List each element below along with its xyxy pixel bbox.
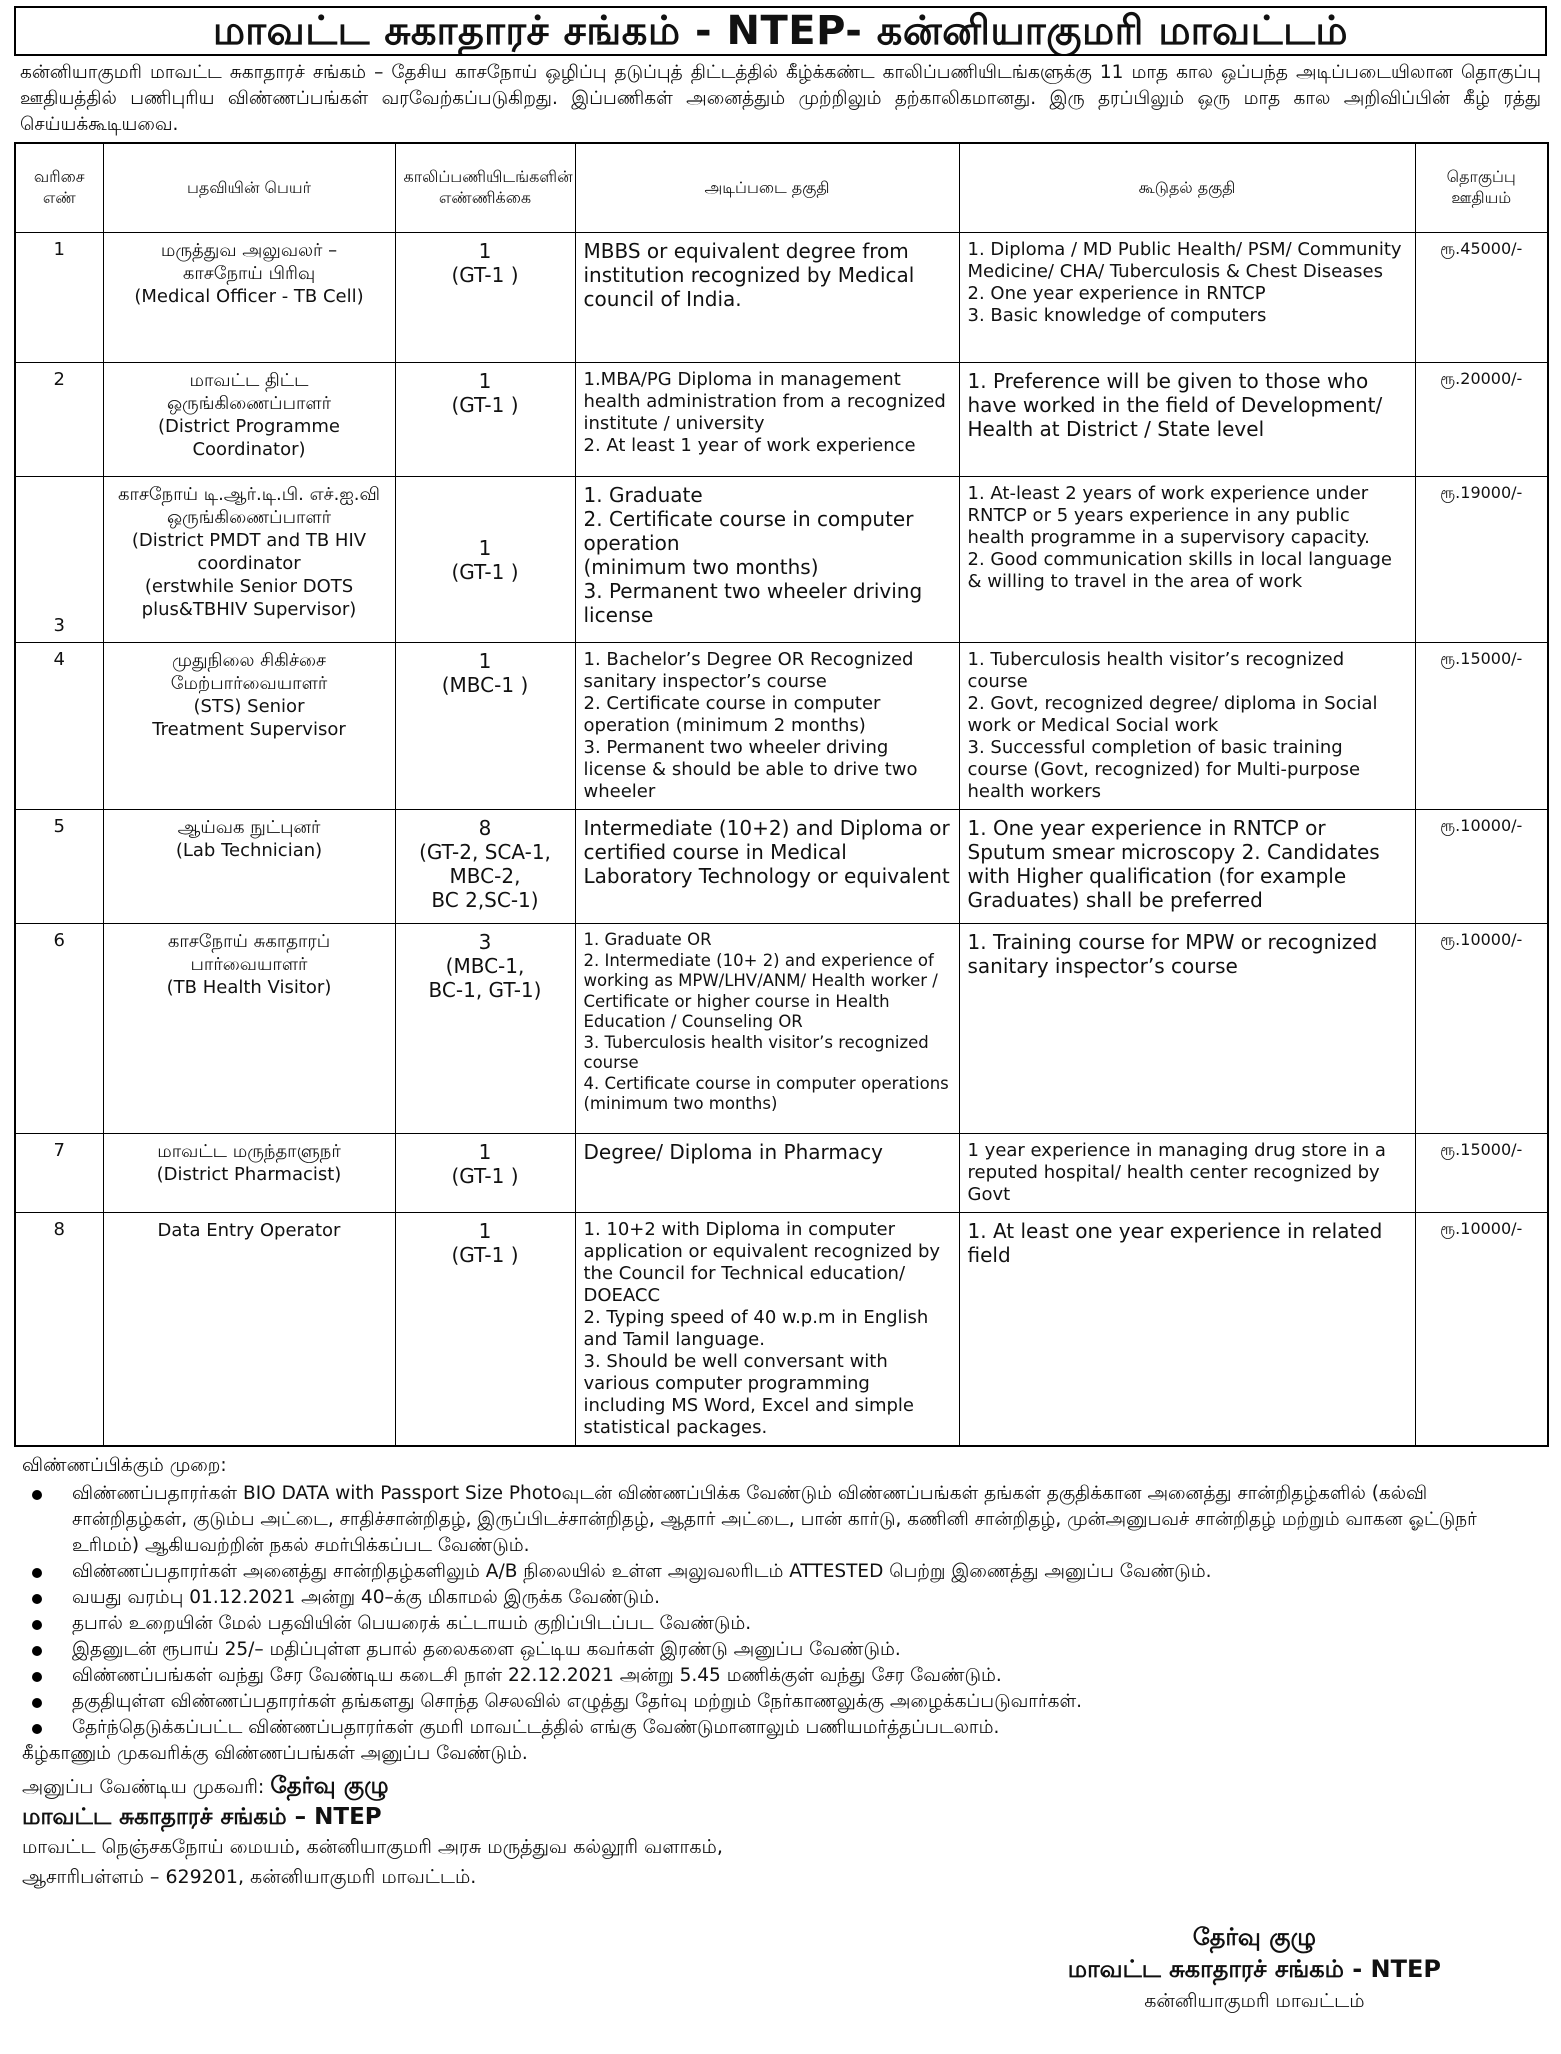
table-row: [15, 477, 1548, 643]
header-additional-qualification: கூடுதல் தகுதி: [959, 143, 1415, 233]
row-vacancies: 3 (MBC-1, BC-1, GT-1): [395, 924, 575, 1134]
header-sno: வரிசை எண்: [15, 143, 103, 233]
row-additional: 1. At least one year experience in related field: [959, 1213, 1415, 1447]
row-vacancies: 1 (MBC-1 ): [395, 643, 575, 810]
list-item: தேர்ந்தெடுக்கப்பட்ட விண்ணப்பதாரர்கள் குமரி மாவட்டத்தில் எங்கு வேண்டுமானாலும் பணியமர்த்தப்படலாம்.: [22, 1715, 1539, 1741]
row-post: காசநோய் சுகாதாரப் பார்வையாளர் (TB Health Visitor): [103, 924, 395, 1134]
row-vacancies: 1 (GT-1 ): [395, 233, 575, 363]
header-vacancies: காலிப்பணியிடங்களின் எண்ணிக்கை: [395, 143, 575, 233]
row-post: மருத்துவ அலுவலர் – காசநோய் பிரிவு (Medical Officer - TB Cell): [103, 233, 395, 363]
row-post: Data Entry Operator: [103, 1213, 395, 1447]
signature-org: மாவட்ட சுகாதாரச் சங்கம் - NTEP: [1067, 1955, 1441, 1983]
row-additional: 1. Preference will be given to those who have worked in the field of Development/ Health at District / State level: [959, 363, 1415, 477]
row-salary: ரூ.19000/-: [1415, 477, 1548, 643]
row-salary: ரூ.10000/-: [1415, 924, 1548, 1134]
intro-paragraph: கன்னியாகுமரி மாவட்ட சுகாதாரச் சங்கம் – தேசிய காசநோய் ஒழிப்பு தடுப்புத் திட்டத்தில் கீழ்க்கண்ட காலிப்பணியிடங்களுக்கு 11 மாத கால ஒப்பந்த அடிப்படையிலான தொகுப்பு ஊதியத்தில் பணிபுரிய விண்ணப்பங்கள் வரவேற்கப்படுகிறது. இப்பணிகள் அனைத்தும் முற்றிலும் தற்காலிகமானது. இரு தரப்பிலும் ஒரு மாத கால அறிவிப்பின் கீழ் ரத்து செய்யக்கூடியவை.: [20, 62, 1541, 135]
row-sno: 2: [15, 363, 103, 477]
address-line1: மாவட்ட நெஞ்சகநோய் மையம், கன்னியாகுமரி அரசு மருத்துவ கல்லூரி வளாகம்,: [22, 1836, 723, 1858]
application-method: [14, 1447, 1547, 1767]
list-item: விண்ணப்பங்கள் வந்து சேர வேண்டிய கடைசி நாள் 22.12.2021 அன்று 5.45 மணிக்குள் வந்து சேர வேண்டும்.: [22, 1663, 1539, 1689]
table-row: [15, 810, 1548, 924]
row-basic: 1. Bachelor’s Degree OR Recognized sanitary inspector’s course 2. Certificate course in computer operation (minimum 2 months) 3. Permanent two wheeler driving license & should be able to drive two wheeler: [575, 643, 959, 810]
row-salary: ரூ.15000/-: [1415, 1134, 1548, 1213]
address-line2: ஆசாரிபள்ளம் – 629201, கன்னியாகுமரி மாவட்டம்.: [22, 1866, 477, 1888]
address-label: அனுப்ப வேண்டிய முகவரி:: [22, 1776, 265, 1798]
row-sno: 3: [15, 477, 103, 643]
row-additional: 1. Training course for MPW or recognized sanitary inspector’s course: [959, 924, 1415, 1134]
list-item: இதனுடன் ரூபாய் 25/– மதிப்புள்ள தபால் தலைகளை ஒட்டிய கவர்கள் இரண்டு அனுப்ப வேண்டும்.: [22, 1637, 1539, 1663]
notice-title: மாவட்ட சுகாதாரச் சங்கம் - NTEP- கன்னியாகுமரி மாவட்டம்: [14, 6, 1547, 56]
list-item: விண்ணப்பதாரர்கள் BIO DATA with Passport Size Photoவுடன் விண்ணப்பிக்க வேண்டும் விண்ணப்பங்கள் தங்கள் தகுதிக்கான அனைத்து சான்றிதழ்களில் (கல்வி சான்றிதழ்கள், குடும்ப அட்டை, சாதிச்சான்றிதழ், இருப்பிடச்சான்றிதழ், ஆதார் அட்டை, பான் கார்டு, கணினி சான்றிதழ், முன்அனுபவச் சான்றிதழ் மற்றும் வாகன ஓட்டுநர் உரிமம்) ஆகியவற்றின் நகல் சமர்பிக்கப்பட வேண்டும்.: [22, 1481, 1539, 1559]
row-sno: 4: [15, 643, 103, 810]
address-block: [14, 1767, 1547, 1892]
table-row: [15, 233, 1548, 363]
row-additional: 1. Diploma / MD Public Health/ PSM/ Community Medicine/ CHA/ Tuberculosis & Chest Diseases 2. One year experience in RNTCP 3. Basic knowledge of computers: [959, 233, 1415, 363]
row-vacancies: 1 (GT-1 ): [395, 1134, 575, 1213]
list-item: தகுதியுள்ள விண்ணப்பதாரர்கள் தங்களது சொந்த செலவில் எழுத்து தேர்வு மற்றும் நேர்காணலுக்கு அழைக்கப்படுவார்கள்.: [22, 1689, 1539, 1715]
row-sno: 6: [15, 924, 103, 1134]
signature-committee: தேர்வு குழு: [1192, 1923, 1317, 1951]
row-post: மாவட்ட திட்ட ஒருங்கிணைப்பாளர் (District Programme Coordinator): [103, 363, 395, 477]
table-row: [15, 363, 1548, 477]
vacancy-table: [14, 142, 1549, 1447]
row-vacancies: 8 (GT-2, SCA-1, MBC-2, BC 2,SC-1): [395, 810, 575, 924]
row-additional: 1. Tuberculosis health visitor’s recognized course 2. Govt, recognized degree/ diploma in Social work or Medical Social work 3. Successful completion of basic training course (Govt, recognized) for Multi-purpose health workers: [959, 643, 1415, 810]
table-row: [15, 1213, 1548, 1447]
header-post: பதவியின் பெயர்: [103, 143, 395, 233]
row-post: காசநோய் டி.ஆர்.டி.பி. எச்.ஐ.வி ஒருங்கிணைப்பாளர் (District PMDT and TB HIV coordinator (erstwhile Senior DOTS plus&TBHIV Supervisor): [103, 477, 395, 643]
row-basic: 1. 10+2 with Diploma in computer application or equivalent recognized by the Council for Technical education/ DOEACC 2. Typing speed of 40 w.p.m in English and Tamil language. 3. Should be well conversant with various computer programming including MS Word, Excel and simple statistical packages.: [575, 1213, 959, 1447]
header-basic-qualification: அடிப்படை தகுதி: [575, 143, 959, 233]
address-org: மாவட்ட சுகாதாரச் சங்கம் – NTEP: [22, 1804, 382, 1830]
row-sno: 5: [15, 810, 103, 924]
signature-district: கன்னியாகுமரி மாவட்டம்: [1144, 1990, 1365, 2012]
row-vacancies: 1 (GT-1 ): [395, 477, 575, 643]
row-basic: 1. Graduate 2. Certificate course in computer operation (minimum two months) 3. Permanent two wheeler driving license: [575, 477, 959, 643]
list-item: தபால் உறையின் மேல் பதவியின் பெயரைக் கட்டாயம் குறிப்பிடப்பட வேண்டும்.: [22, 1611, 1539, 1637]
row-salary: ரூ.20000/-: [1415, 363, 1548, 477]
row-salary: ரூ.15000/-: [1415, 643, 1548, 810]
row-sno: 1: [15, 233, 103, 363]
row-vacancies: 1 (GT-1 ): [395, 363, 575, 477]
row-basic: Degree/ Diploma in Pharmacy: [575, 1134, 959, 1213]
list-item: வயது வரம்பு 01.12.2021 அன்று 40–க்கு மிகாமல் இருக்க வேண்டும்.: [22, 1585, 1539, 1611]
address-committee: தேர்வு குழு: [270, 1773, 389, 1799]
table-row: [15, 1134, 1548, 1213]
row-basic: 1. Graduate OR 2. Intermediate (10+ 2) and experience of working as MPW/LHV/ANM/ Health worker / Certificate or higher course in Health Education / Counseling OR 3. Tuberculosis health visitor’s recognized course 4. Certificate course in computer operations (minimum two months): [575, 924, 959, 1134]
row-post: முதுநிலை சிகிச்சை மேற்பார்வையாளர் (STS) Senior Treatment Supervisor: [103, 643, 395, 810]
method-list: [22, 1481, 1539, 1741]
row-additional: 1 year experience in managing drug store in a reputed hospital/ health center recognized by Govt: [959, 1134, 1415, 1213]
table-row: [15, 643, 1548, 810]
row-salary: ரூ.10000/-: [1415, 1213, 1548, 1447]
row-post: ஆய்வக நுட்புனர் (Lab Technician): [103, 810, 395, 924]
signature-block: [1068, 1921, 1441, 2017]
row-additional: 1. One year experience in RNTCP or Sputum smear microscopy 2. Candidates with Higher qualification (for example Graduates) shall be preferred: [959, 810, 1415, 924]
row-basic: 1.MBA/PG Diploma in management health administration from a recognized institute / university 2. At least 1 year of work experience: [575, 363, 959, 477]
header-salary: தொகுப்பு ஊதியம்: [1415, 143, 1548, 233]
row-additional: 1. At-least 2 years of work experience under RNTCP or 5 years experience in any public health programme in a supervisory capacity. 2. Good communication skills in local language & willing to travel in the area of work: [959, 477, 1415, 643]
row-basic: Intermediate (10+2) and Diploma or certified course in Medical Laboratory Technology or equivalent: [575, 810, 959, 924]
method-closing: கீழ்காணும் முகவரிக்கு விண்ணப்பங்கள் அனுப்ப வேண்டும்.: [22, 1743, 528, 1764]
notice-page: [0, 6, 1561, 2054]
row-basic: MBBS or equivalent degree from institution recognized by Medical council of India.: [575, 233, 959, 363]
method-heading: விண்ணப்பிக்கும் முறை:: [22, 1455, 227, 1476]
list-item: விண்ணப்பதாரர்கள் அனைத்து சான்றிதழ்களிலும் A/B நிலையில் உள்ள அலுவலரிடம் ATTESTED பெற்று இணைத்து அனுப்ப வேண்டும்.: [22, 1559, 1539, 1585]
row-post: மாவட்ட மருந்தாளுநர் (District Pharmacist): [103, 1134, 395, 1213]
row-salary: ரூ.45000/-: [1415, 233, 1548, 363]
row-sno: 7: [15, 1134, 103, 1213]
row-sno: 8: [15, 1213, 103, 1447]
row-salary: ரூ.10000/-: [1415, 810, 1548, 924]
table-row: [15, 924, 1548, 1134]
table-header-row: [15, 143, 1548, 233]
row-vacancies: 1 (GT-1 ): [395, 1213, 575, 1447]
